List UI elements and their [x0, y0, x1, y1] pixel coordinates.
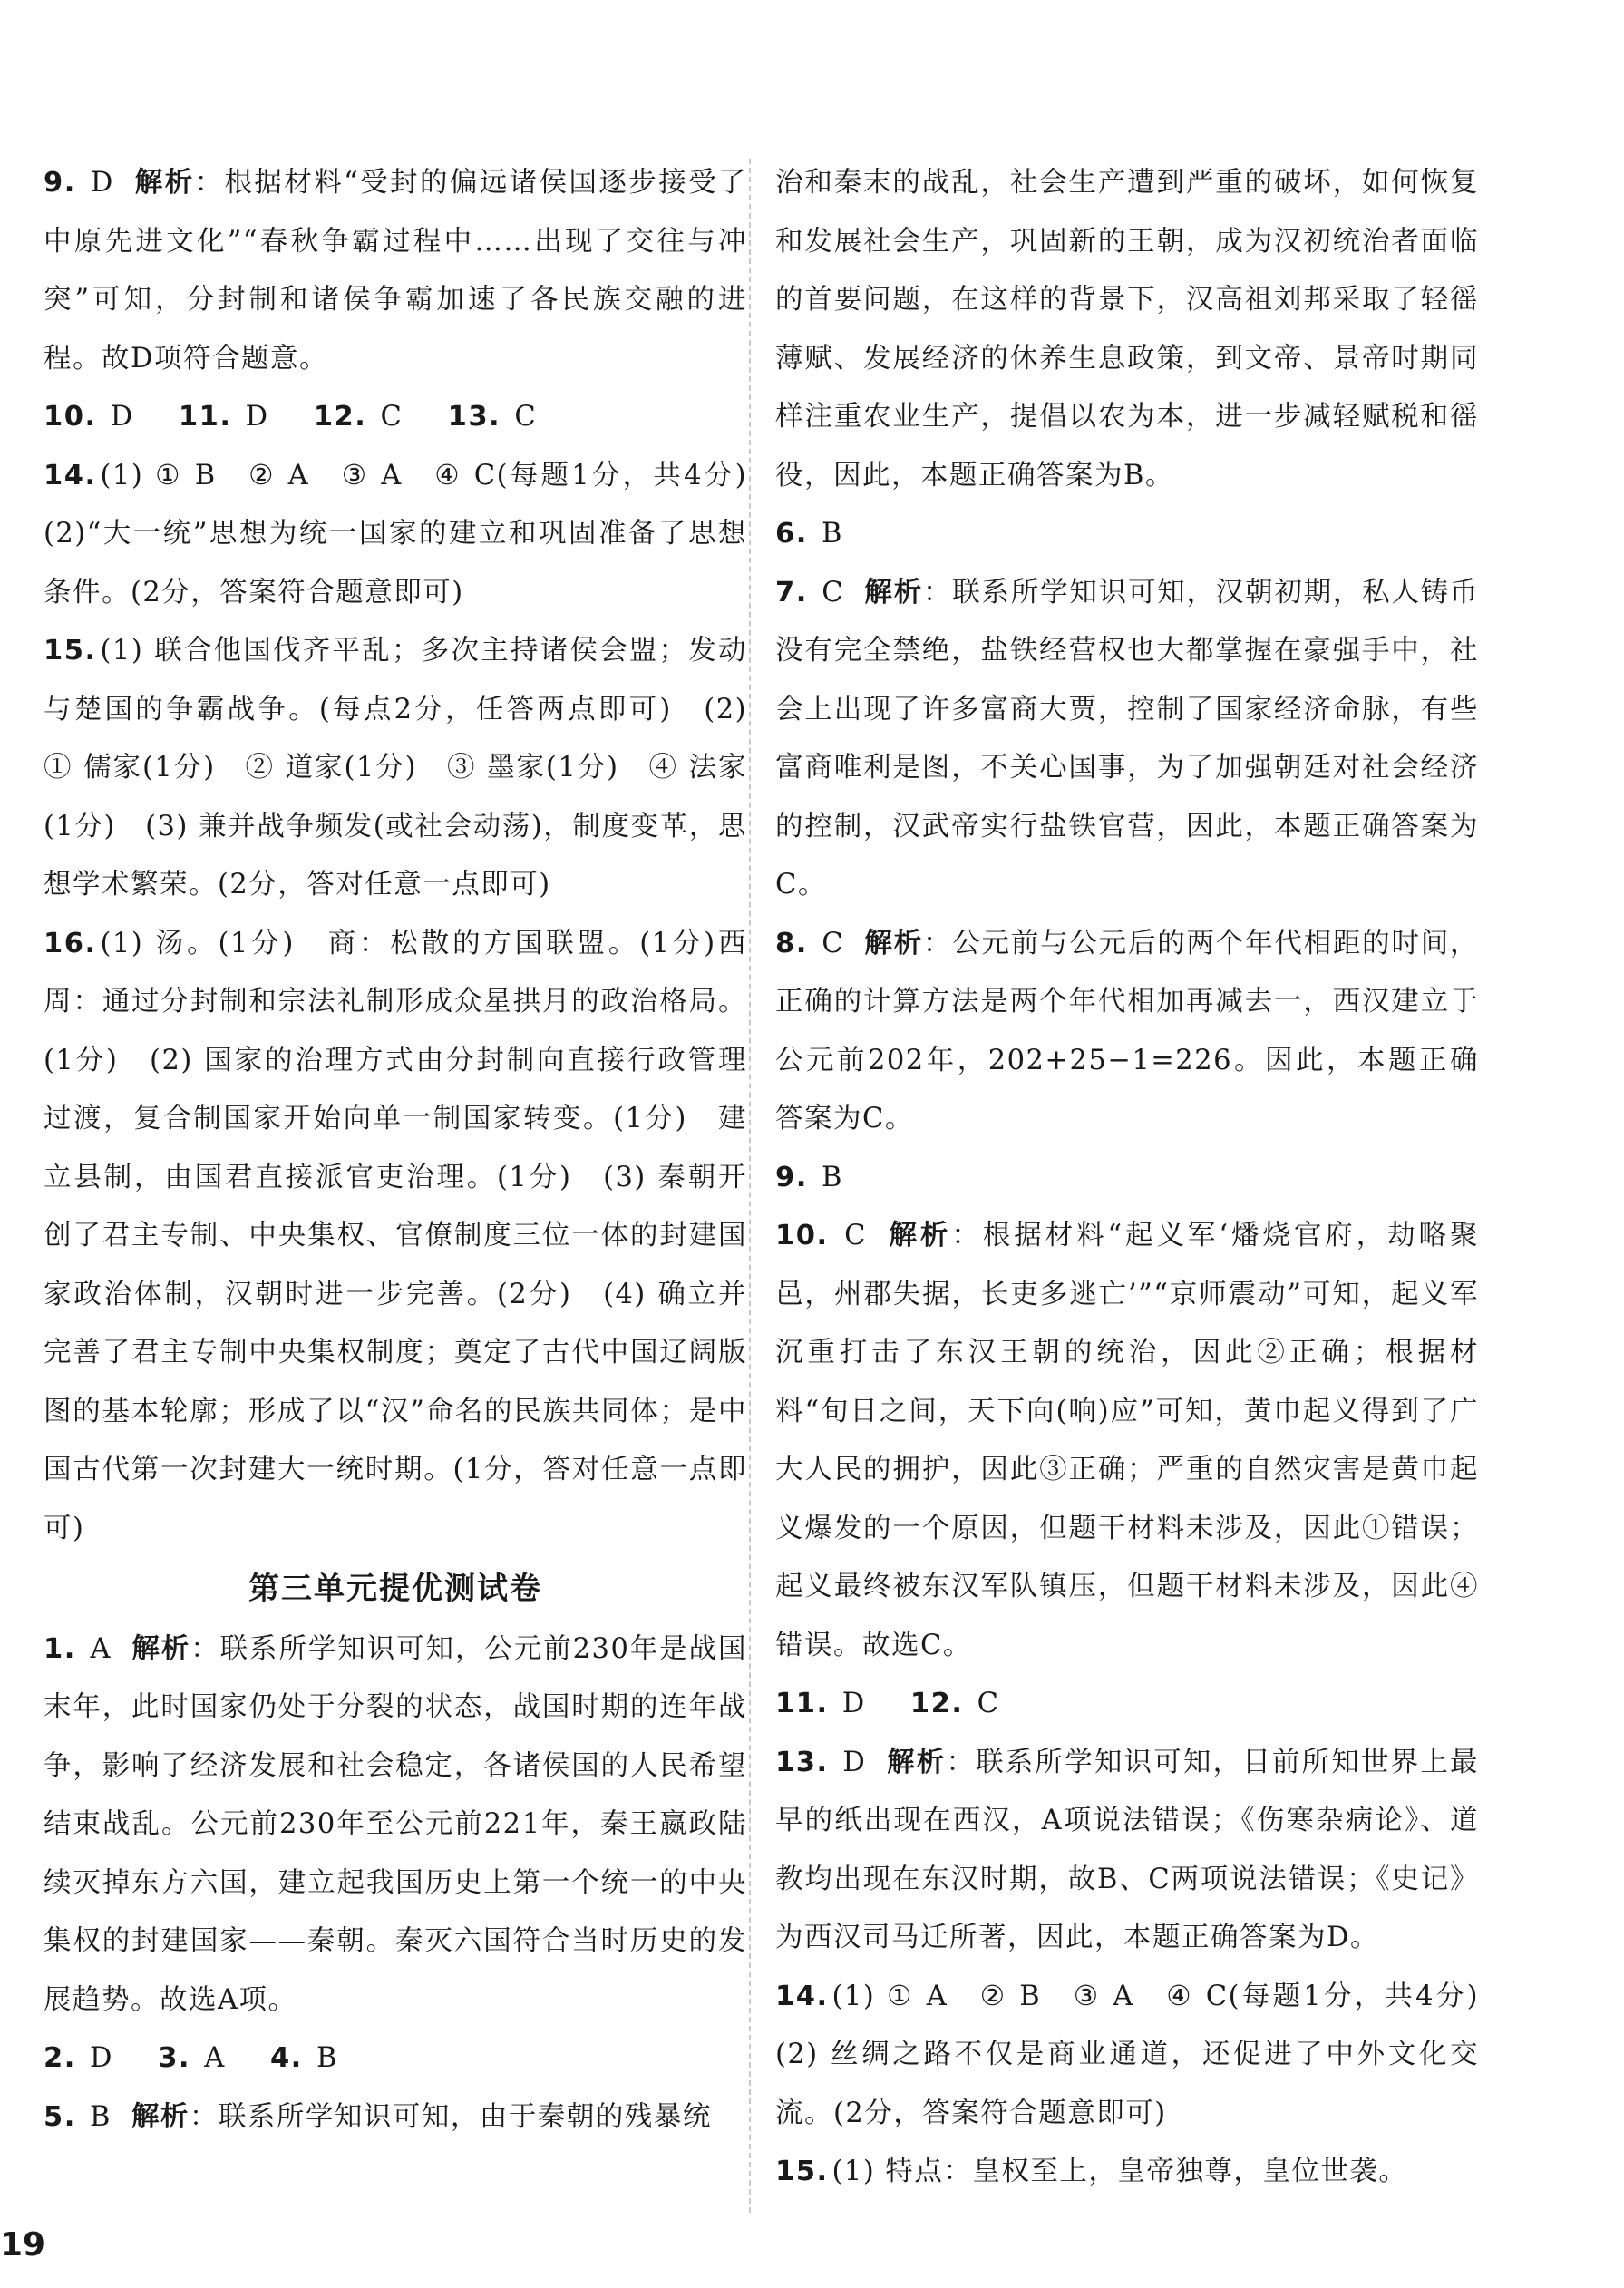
right-column — [775, 154, 1508, 2202]
answer-s5: 5. B 解析：联系所学知识可知，由于秦朝的残暴统 — [44, 2100, 712, 2133]
answer-q10-13: 10. D 11. D 12. C 13. C — [44, 401, 538, 433]
answer-s10: 10. C 解析：根据材料“起义军‘燔烧官府，劫略聚邑，州郡失据，长吏多逃亡’”“京师震动”可知，起义军沉重打击了东汉王朝的统治，因此②正确；根据材料“旬日之间，天下向(响)应”可知，黄巾起义得到了广大人民的拥护，因此③正确；严重的自然灾害是黄巾起义爆发的一个原因，但题干材料未涉及，因此①错误；起义最终被东汉军队镇压，但题干材料未涉及，因此④错误。故选C。 — [775, 1220, 1480, 1661]
answer-q14: 14. (1) ① B ② A ③ A ④ C(每题1分，共4分) (2)“大一统”思想为统一国家的建立和巩固准备了思想条件。(2分，答案符合题意即可) — [44, 459, 776, 609]
left-column — [44, 154, 776, 2147]
page-number: 19 — [0, 2226, 46, 2264]
answer-s8: 8. C 解析：公元前与公元后的两个年代相距的时间，正确的计算方法是两个年代相加再减去一，西汉建立于公元前202年，202+25−1=226。因此，本题正确答案为C。 — [775, 927, 1480, 1134]
answer-q9: 9. D 解析：根据材料“受封的偏远诸侯国逐步接受了中原先进文化”“春秋争霸过程中……出现了交往与冲突”可知，分封制和诸侯争霸加速了各民族交融的进程。故D项符合题意。 — [44, 167, 748, 375]
answer-s6: 6. B — [775, 518, 843, 550]
answer-s15: 15. (1) 特点：皇权至上，皇帝独尊，皇位世袭。 — [775, 2156, 1408, 2187]
section-title: 第三单元提优测试卷 — [248, 1571, 542, 1607]
answer-s5-continued: 治和秦末的战乱，社会生产遭到严重的破坏，如何恢复和发展社会生产，巩固新的王朝，成为汉初统治者面临的首要问题，在这样的背景下，汉高祖刘邦采取了轻徭薄赋、发展经济的休养生息政策，到文帝、景帝时期同样注重农业生产，提倡以农为本，进一步减轻赋税和徭役，因此，本题正确答案为B。 — [775, 167, 1479, 492]
answer-s1: 1. A 解析：联系所学知识可知，公元前230年是战国末年，此时国家仍处于分裂的状态，战国时期的连年战争，影响了经济发展和社会稳定，各诸侯国的人民希望结束战乱。公元前230年至公元前221年，秦王嬴政陆续灭掉东方六国，建立起我国历史上第一个统一的中央集权的封建国家——秦朝。秦灭六国符合当时历史的发展趋势。故选A项。 — [44, 1632, 748, 2016]
answer-q15: 15. (1) 联合他国伐齐平乱；多次主持诸侯会盟；发动与楚国的争霸战争。(每点2分，任答两点即可) (2) ① 儒家(1分) ② 道家(1分) ③ 墨家(1分) ④ 法家(1分) (3) 兼并战争频发(或社会动荡)，制度变革，思想学术繁荣。(2分，答对任意一点即可) — [44, 635, 747, 901]
answer-s13: 13. D 解析：联系所学知识可知，目前所知世界上最早的纸出现在西汉，A项说法错误；《伤寒杂病论》、道教均出现在东汉时期，故B、C两项说法错误；《史记》为西汉司马迁所著，因此，本题正确答案为D。 — [775, 1746, 1480, 1953]
answer-s14: 14. (1) ① A ② B ③ A ④ C(每题1分，共4分) (2) 丝绸之路不仅是商业通道，还促进了中外文化交流。(2分，答案符合题意即可) — [775, 1980, 1508, 2129]
answer-q16: 16. (1) 汤。(1分) 商：松散的方国联盟。(1分)西周：通过分封制和宗法礼制形成众星拱月的政治格局。(1分) (2) 国家的治理方式由分封制向直接行政管理过渡，复合制国家开始向单一制国家转变。(1分) 建立县制，由国君直接派官吏治理。(1分) (3) 秦朝开创了君主专制、中央集权、官僚制度三位一体的封建国家政治体制，汉朝时进一步完善。(2分) (4) 确立并完善了君主专制中央集权制度；奠定了古代中国辽阔版图的基本轮廓；形成了以“汉”命名的民族共同体；是中国古代第一次封建大一统时期。(1分，答对任意一点即可) — [44, 927, 747, 1544]
answer-s9: 9. B — [775, 1161, 843, 1193]
answer-s2-4: 2. D 3. A 4. B — [44, 2042, 338, 2074]
answer-s7: 7. C 解析：联系所学知识可知，汉朝初期，私人铸币没有完全禁绝，盐铁经营权也大都掌握在豪强手中，社会上出现了许多富商大贾，控制了国家经济命脉，有些富商唯利是图，不关心国事，为了加强朝廷对社会经济的控制，汉武帝实行盐铁官营，因此，本题正确答案为C。 — [775, 576, 1480, 901]
answer-s11-12: 11. D 12. C — [775, 1688, 1000, 1719]
